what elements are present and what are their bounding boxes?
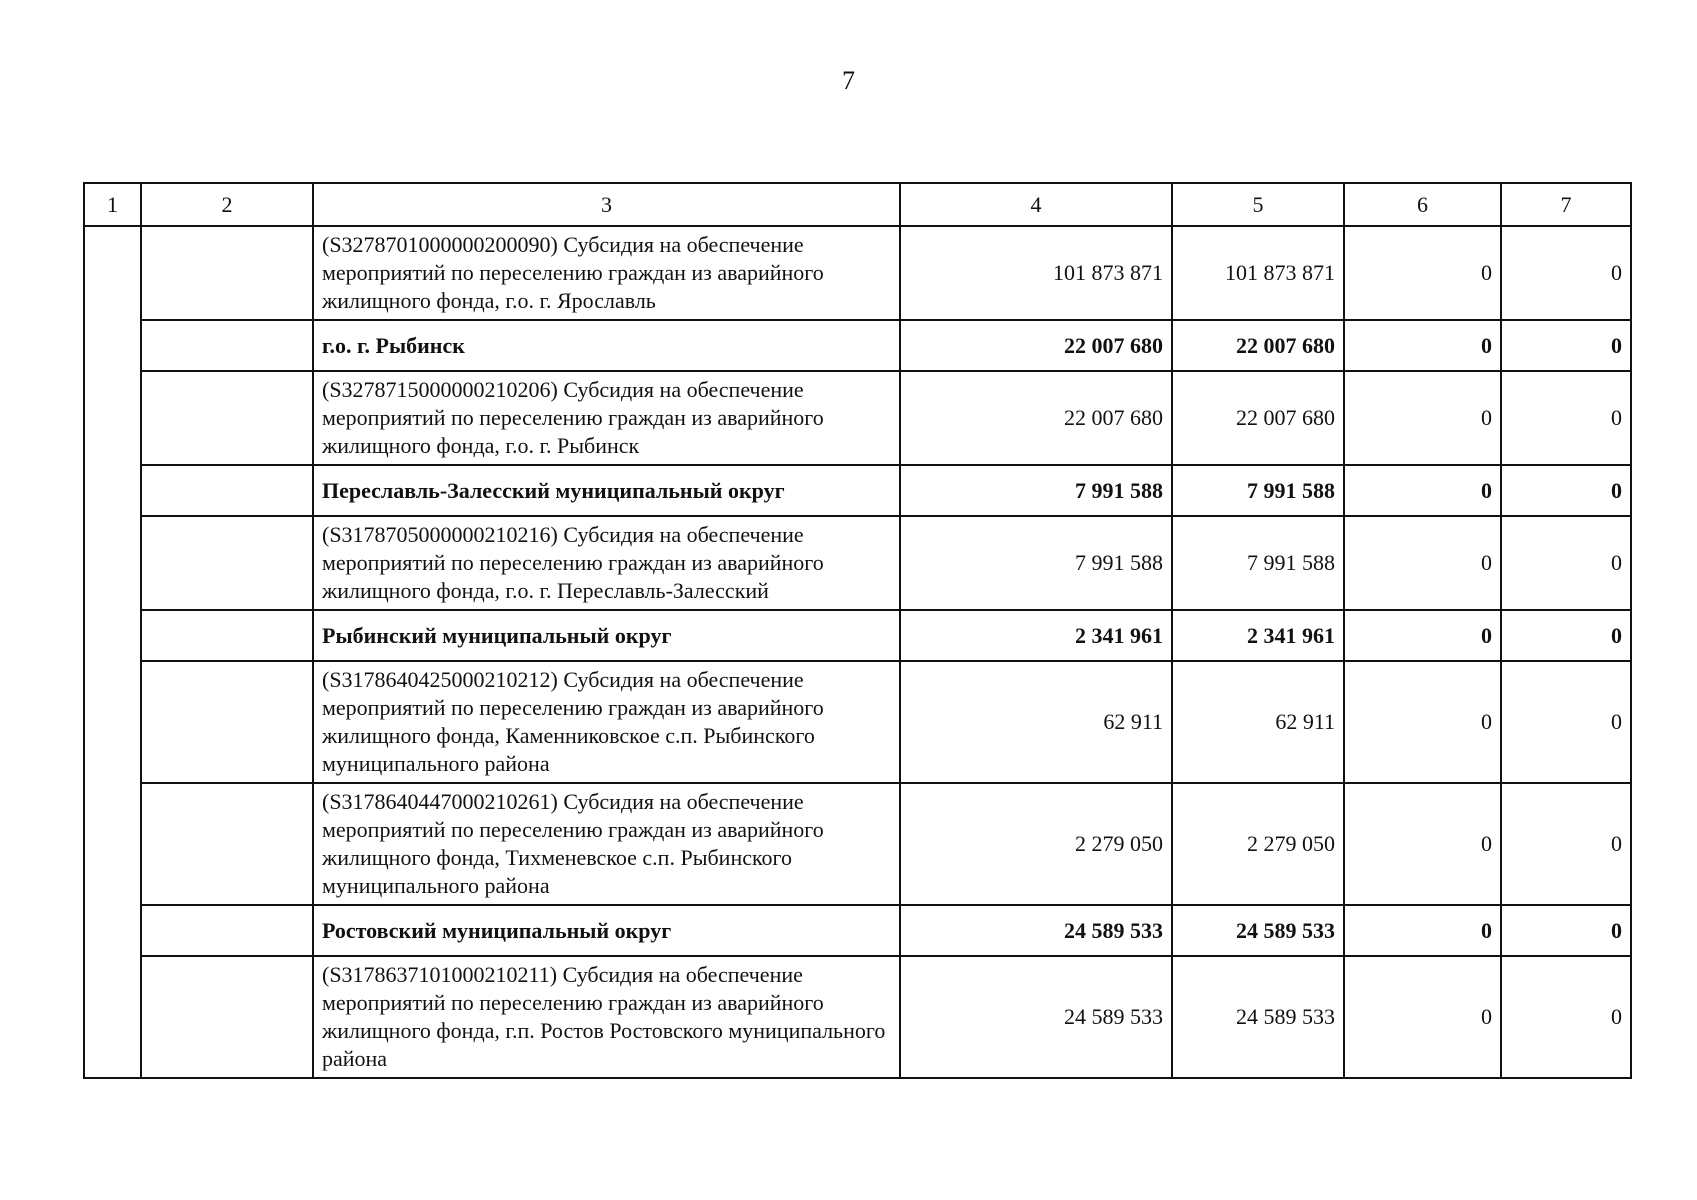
cell-amount-col6: 0 bbox=[1344, 371, 1501, 465]
cell-col1 bbox=[84, 610, 141, 661]
column-header: 7 bbox=[1501, 183, 1631, 226]
column-header: 4 bbox=[900, 183, 1172, 226]
cell-col2 bbox=[141, 371, 313, 465]
cell-amount-col4: 2 279 050 bbox=[900, 783, 1172, 905]
cell-col2 bbox=[141, 516, 313, 610]
table-row bbox=[84, 956, 1631, 1078]
column-header: 6 bbox=[1344, 183, 1501, 226]
cell-amount-col4: 101 873 871 bbox=[900, 226, 1172, 320]
page-number: 7 bbox=[842, 66, 855, 95]
table-row bbox=[84, 516, 1631, 610]
cell-col1 bbox=[84, 905, 141, 956]
cell-col1 bbox=[84, 320, 141, 371]
cell-description: г.о. г. Рыбинск bbox=[313, 320, 900, 371]
header-row bbox=[84, 183, 1631, 226]
column-header: 1 bbox=[84, 183, 141, 226]
cell-col2 bbox=[141, 226, 313, 320]
cell-amount-col6: 0 bbox=[1344, 905, 1501, 956]
cell-amount-col7: 0 bbox=[1501, 661, 1631, 783]
cell-col2 bbox=[141, 905, 313, 956]
cell-amount-col5: 24 589 533 bbox=[1172, 905, 1344, 956]
cell-amount-col4: 2 341 961 bbox=[900, 610, 1172, 661]
cell-amount-col4: 22 007 680 bbox=[900, 320, 1172, 371]
subtotal-row bbox=[84, 320, 1631, 371]
cell-description: Переславль-Залесский муниципальный округ bbox=[313, 465, 900, 516]
cell-description: (S3178640447000210261) Субсидия на обеспечение мероприятий по переселению граждан из аварийного жилищного фонда, Тихменевское с.п. Рыбинского муниципального района bbox=[313, 783, 900, 905]
cell-col2 bbox=[141, 661, 313, 783]
cell-amount-col5: 22 007 680 bbox=[1172, 320, 1344, 371]
cell-description: (S3178705000000210216) Субсидия на обеспечение мероприятий по переселению граждан из аварийного жилищного фонда, г.о. г. Переславль-Залесский bbox=[313, 516, 900, 610]
cell-amount-col7: 0 bbox=[1501, 783, 1631, 905]
cell-amount-col7: 0 bbox=[1501, 320, 1631, 371]
cell-amount-col5: 2 279 050 bbox=[1172, 783, 1344, 905]
cell-amount-col6: 0 bbox=[1344, 516, 1501, 610]
cell-col1 bbox=[84, 661, 141, 783]
cell-col1 bbox=[84, 226, 141, 320]
cell-amount-col5: 7 991 588 bbox=[1172, 516, 1344, 610]
cell-description: (S3178637101000210211) Субсидия на обеспечение мероприятий по переселению граждан из аварийного жилищного фонда, г.п. Ростов Ростовского муниципального района bbox=[313, 956, 900, 1078]
cell-amount-col7: 0 bbox=[1501, 371, 1631, 465]
cell-amount-col4: 22 007 680 bbox=[900, 371, 1172, 465]
cell-description: (S3278701000000200090) Субсидия на обеспечение мероприятий по переселению граждан из аварийного жилищного фонда, г.о. г. Ярославль bbox=[313, 226, 900, 320]
cell-amount-col6: 0 bbox=[1344, 956, 1501, 1078]
cell-amount-col5: 62 911 bbox=[1172, 661, 1344, 783]
table-row bbox=[84, 783, 1631, 905]
cell-col1 bbox=[84, 783, 141, 905]
cell-col2 bbox=[141, 465, 313, 516]
cell-amount-col4: 7 991 588 bbox=[900, 465, 1172, 516]
cell-amount-col7: 0 bbox=[1501, 516, 1631, 610]
subtotal-row bbox=[84, 905, 1631, 956]
cell-amount-col5: 101 873 871 bbox=[1172, 226, 1344, 320]
cell-amount-col5: 2 341 961 bbox=[1172, 610, 1344, 661]
subtotal-row bbox=[84, 465, 1631, 516]
table-row bbox=[84, 371, 1631, 465]
column-header: 2 bbox=[141, 183, 313, 226]
cell-col1 bbox=[84, 371, 141, 465]
cell-amount-col7: 0 bbox=[1501, 956, 1631, 1078]
cell-col1 bbox=[84, 516, 141, 610]
cell-amount-col6: 0 bbox=[1344, 320, 1501, 371]
cell-amount-col7: 0 bbox=[1501, 905, 1631, 956]
cell-amount-col4: 24 589 533 bbox=[900, 956, 1172, 1078]
cell-col1 bbox=[84, 956, 141, 1078]
cell-amount-col6: 0 bbox=[1344, 610, 1501, 661]
column-header: 3 bbox=[313, 183, 900, 226]
table-row bbox=[84, 226, 1631, 320]
cell-amount-col4: 7 991 588 bbox=[900, 516, 1172, 610]
cell-amount-col4: 62 911 bbox=[900, 661, 1172, 783]
column-header: 5 bbox=[1172, 183, 1344, 226]
cell-col1 bbox=[84, 465, 141, 516]
cell-amount-col5: 7 991 588 bbox=[1172, 465, 1344, 516]
cell-description: (S3278715000000210206) Субсидия на обеспечение мероприятий по переселению граждан из аварийного жилищного фонда, г.о. г. Рыбинск bbox=[313, 371, 900, 465]
budget-table bbox=[83, 182, 1632, 1079]
cell-description: Ростовский муниципальный округ bbox=[313, 905, 900, 956]
cell-amount-col6: 0 bbox=[1344, 661, 1501, 783]
cell-amount-col6: 0 bbox=[1344, 465, 1501, 516]
cell-col2 bbox=[141, 956, 313, 1078]
cell-amount-col4: 24 589 533 bbox=[900, 905, 1172, 956]
cell-amount-col5: 24 589 533 bbox=[1172, 956, 1344, 1078]
table-body bbox=[84, 226, 1631, 1078]
cell-amount-col7: 0 bbox=[1501, 610, 1631, 661]
subtotal-row bbox=[84, 610, 1631, 661]
cell-col2 bbox=[141, 783, 313, 905]
cell-amount-col6: 0 bbox=[1344, 783, 1501, 905]
cell-amount-col6: 0 bbox=[1344, 226, 1501, 320]
cell-description: (S3178640425000210212) Субсидия на обеспечение мероприятий по переселению граждан из аварийного жилищного фонда, Каменниковское с.п. Рыбинского муниципального района bbox=[313, 661, 900, 783]
table-row bbox=[84, 661, 1631, 783]
cell-amount-col7: 0 bbox=[1501, 465, 1631, 516]
cell-col2 bbox=[141, 320, 313, 371]
cell-description: Рыбинский муниципальный округ bbox=[313, 610, 900, 661]
cell-col2 bbox=[141, 610, 313, 661]
cell-amount-col5: 22 007 680 bbox=[1172, 371, 1344, 465]
cell-amount-col7: 0 bbox=[1501, 226, 1631, 320]
